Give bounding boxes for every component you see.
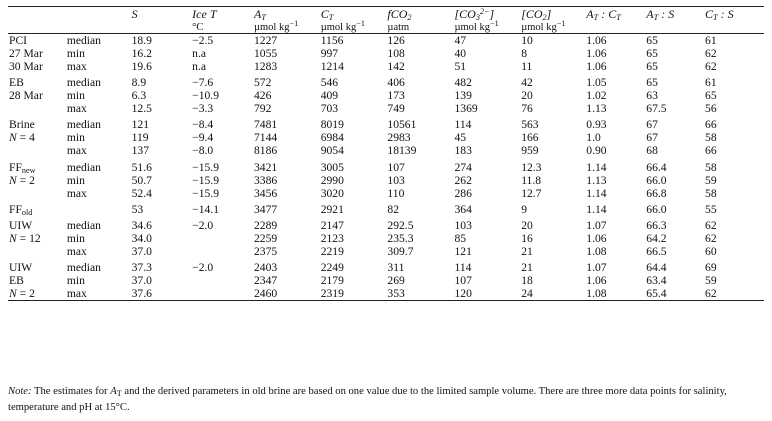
table-cell: 9054 (320, 144, 344, 158)
table-cell: 121 (131, 118, 150, 132)
row-statistic-label: max (66, 60, 87, 73)
table-cell: 126 (387, 34, 405, 47)
row-group-label (8, 144, 65, 157)
table-cell: 76 (521, 102, 533, 116)
table-note (8, 384, 764, 415)
header-cell-co2: $[CO_2]$ (521, 7, 586, 23)
table-cell: −2.0 (192, 261, 214, 275)
table-cell: 2289 (253, 218, 278, 232)
table-cell: 1.02 (586, 89, 607, 103)
data-table (8, 6, 764, 301)
table-body (8, 34, 764, 301)
table-row (8, 274, 764, 287)
table-cell: 1.14 (586, 160, 607, 174)
table-header (8, 7, 764, 34)
table-cell: −9.4 (192, 131, 214, 145)
table-cell: 58 (705, 160, 717, 174)
table-cell: 11 (521, 60, 533, 73)
table-cell: 2147 (320, 218, 344, 232)
table-cell: 62 (705, 47, 717, 60)
table-cell: 62 (705, 60, 717, 73)
row-group-label (8, 187, 65, 200)
unit-cell-salinity (132, 22, 193, 34)
table-cell: 364 (454, 202, 472, 216)
table-cell: 572 (253, 76, 272, 90)
header-cell-carbonate: $[CO_3^{2-}]$ (454, 7, 521, 23)
table-cell: 66.0 (646, 202, 667, 216)
table-cell: 2123 (320, 231, 344, 245)
unit-cell-co2: µmol $kg^{-1}$ (521, 22, 586, 34)
table-row (8, 287, 764, 301)
row-group-label (8, 245, 65, 258)
table-cell: 2460 (254, 287, 321, 301)
table-cell: 2983 (387, 131, 411, 145)
table-cell: 62 (705, 231, 717, 245)
header-cell-blank1 (8, 7, 65, 23)
table-cell: 51 (454, 60, 467, 73)
table-cell: 18139 (387, 144, 417, 158)
table-cell: 1.14 (586, 202, 607, 216)
table-cell: 85 (454, 231, 467, 245)
table-cell: 67 (646, 118, 658, 132)
table-cell: 311 (387, 261, 405, 275)
table-cell: 3005 (320, 160, 344, 174)
row-group-label: Brine (9, 118, 35, 132)
table-cell: 66.4 (646, 160, 667, 174)
table-cell: 2990 (320, 173, 344, 187)
table-cell: 1.08 (586, 244, 607, 258)
row-group-label: N = 2 (9, 173, 35, 187)
unit-cell-fco2: µatm (387, 22, 454, 34)
header-cell-salinity: S (132, 7, 193, 23)
table-cell: 1.14 (586, 186, 607, 200)
row-group-label: UIW (9, 261, 33, 275)
table-cell: 66.8 (646, 186, 667, 200)
header-cell-at-s: $A_T$ : S (646, 7, 705, 23)
table-cell: 121 (454, 244, 472, 258)
table-cell: 114 (454, 261, 472, 275)
table-cell: 21 (521, 261, 533, 275)
table-cell: 67 (646, 131, 658, 145)
table-cell: −15.9 (192, 186, 219, 200)
table-cell: −8.4 (192, 118, 214, 132)
table-cell (192, 245, 254, 258)
table-cell: 37.0 (131, 274, 152, 288)
table-cell: 61 (705, 34, 717, 47)
table-cell: 59 (705, 274, 717, 288)
row-statistic-label: min (66, 131, 85, 145)
table-cell: 7144 (253, 131, 278, 145)
table-cell: 1.07 (586, 261, 607, 275)
table-cell: 1369 (454, 102, 478, 116)
table-cell: 107 (454, 274, 472, 288)
row-group-label: 28 Mar (9, 89, 43, 103)
table-cell: 3020 (320, 186, 344, 200)
table-cell: 997 (320, 47, 339, 60)
table-cell: 286 (454, 186, 472, 200)
table-cell: 353 (387, 287, 454, 301)
table-cell: 69 (705, 261, 717, 275)
table-cell: 8.9 (131, 76, 147, 90)
table-cell: 51.6 (131, 160, 152, 174)
table-row (8, 258, 764, 274)
table-cell: 66 (705, 118, 717, 132)
table-cell (192, 287, 254, 301)
table-row (8, 174, 764, 187)
row-statistic-label: max (66, 102, 87, 116)
table-cell: 58 (705, 131, 717, 145)
table-cell: 63.4 (646, 274, 667, 288)
table-cell: 563 (521, 118, 539, 132)
table-cell: 792 (253, 102, 272, 116)
table-cell: 66.0 (646, 173, 667, 187)
table-cell: 61 (705, 76, 717, 90)
row-statistic-label: min (66, 231, 85, 245)
unit-cell-ice-temperature: °C (192, 22, 254, 34)
row-group-label: 27 Mar (9, 47, 43, 60)
row-statistic-label: min (66, 89, 85, 103)
table-row (8, 131, 764, 144)
table-cell: 24 (521, 287, 586, 301)
table-cell: 1156 (320, 34, 344, 47)
table-cell: 2403 (253, 261, 278, 275)
table-cell: 55 (705, 202, 717, 216)
table-cell: 8186 (253, 144, 278, 158)
table-cell: 12.5 (131, 102, 152, 116)
table-cell: 0.90 (586, 144, 607, 158)
table-cell: 1.06 (586, 274, 607, 288)
table-row (8, 115, 764, 131)
row-group-label: 30 Mar (9, 60, 43, 73)
table-cell: 119 (131, 131, 149, 145)
table-cell: 108 (387, 47, 405, 60)
header-unit-row (8, 22, 764, 34)
unit-cell-blank2 (65, 22, 132, 34)
table-cell: 37.0 (131, 244, 152, 258)
table-cell: 703 (320, 102, 339, 116)
row-statistic-label: median (66, 218, 101, 232)
table-cell: 8019 (320, 118, 344, 132)
table-cell: 20 (521, 89, 533, 103)
row-group-label: $FF_{old}$ (9, 202, 33, 217)
table-cell: 52.4 (131, 186, 152, 200)
table-cell: 1.07 (586, 218, 607, 232)
table-cell: 3477 (253, 202, 278, 216)
table-cell: 1055 (253, 47, 278, 60)
table-cell: n.a (192, 60, 207, 73)
row-group-label (8, 102, 65, 115)
row-statistic-label: median (66, 76, 101, 90)
row-statistic-label: median (66, 261, 101, 275)
row-statistic-label: min (66, 173, 85, 187)
table-cell: 63 (646, 89, 658, 103)
table-cell: 59 (705, 173, 717, 187)
row-statistic-label: median (66, 34, 101, 47)
table-cell: 2319 (321, 287, 388, 301)
table-cell: n.a (192, 47, 207, 60)
table-cell: 67.5 (646, 102, 667, 116)
table-cell: 8 (521, 47, 527, 60)
row-statistic-label: max (66, 186, 87, 200)
row-statistic-label: max (65, 287, 132, 301)
table-row (8, 216, 764, 232)
table-cell: 2921 (320, 202, 344, 216)
table-cell: 3386 (253, 173, 278, 187)
table-cell: 66.3 (646, 218, 667, 232)
table-row (8, 157, 764, 173)
table-cell: 1.13 (586, 173, 607, 187)
table-cell: −7.6 (192, 76, 214, 90)
table-cell: 2375 (253, 244, 278, 258)
table-cell: 409 (320, 89, 339, 103)
table-row (8, 73, 764, 89)
table-cell: 235.3 (387, 231, 414, 245)
table-cell: 66.5 (646, 244, 667, 258)
table-cell: 65 (646, 47, 658, 60)
table-cell: 65.4 (646, 287, 705, 301)
unit-cell-ct-s (705, 22, 764, 34)
table-cell: 53 (131, 202, 144, 216)
header-cell-blank2 (65, 7, 132, 23)
unit-cell-carbonate: µmol $kg^{-1}$ (454, 22, 521, 34)
header-symbol-row (8, 7, 764, 23)
table-cell: 269 (387, 274, 405, 288)
row-statistic-label: max (66, 244, 87, 258)
table-cell: 7481 (253, 118, 278, 132)
table-cell: 56 (705, 102, 717, 116)
table-cell: 2347 (253, 274, 278, 288)
table-cell: 6984 (320, 131, 344, 145)
table-cell: 66 (705, 144, 717, 158)
row-statistic-label (65, 200, 132, 216)
row-group-label: UIW (9, 218, 33, 232)
table-cell: 42 (521, 76, 533, 90)
table-cell: 3456 (253, 186, 278, 200)
row-group-label: N = 4 (9, 131, 35, 145)
unit-cell-at-ct (586, 22, 646, 34)
table-cell: 45 (454, 131, 467, 145)
table-cell: 406 (387, 76, 405, 90)
unit-cell-blank1 (8, 22, 65, 34)
header-cell-at-ct: $A_T$ : $C_T$ (586, 7, 646, 23)
table-cell: 1.0 (586, 131, 601, 145)
table-cell: 37.3 (131, 261, 152, 275)
table-cell: 262 (454, 173, 472, 187)
table-cell: 34.0 (131, 231, 152, 245)
table-cell: 1.08 (586, 287, 646, 301)
table-cell: 1214 (320, 60, 344, 73)
row-group-label: PCI (9, 34, 28, 47)
table-cell: 60 (705, 244, 717, 258)
table-row (8, 187, 764, 200)
row-group-label: EB (9, 274, 24, 288)
table-cell: −15.9 (192, 160, 219, 174)
unit-cell-ct: µmol $kg^{-1}$ (321, 22, 388, 34)
table-cell: 137 (131, 144, 150, 158)
table-cell: 58 (705, 186, 717, 200)
row-statistic-label: min (66, 274, 85, 288)
table-cell: 749 (387, 102, 405, 116)
table-row (8, 89, 764, 102)
table-cell: 65 (646, 76, 658, 90)
header-cell-ice-temperature: Ice T (192, 7, 254, 23)
table-cell: 9 (521, 202, 527, 216)
table-cell: 959 (521, 144, 539, 158)
note-text: The estimates for $A_T$ and the derived parameters in old brine are based on one value due to the limited sample volume. There are three more data points for salinity, temperature and pH at 15°C. (8, 386, 727, 413)
table-cell: 139 (454, 89, 472, 103)
table-cell: 1.13 (586, 102, 607, 116)
table-cell: 50.7 (131, 173, 152, 187)
table-cell: 114 (454, 118, 472, 132)
table-cell: 82 (387, 202, 399, 216)
table-cell: 426 (253, 89, 272, 103)
table-cell: 68 (646, 144, 658, 158)
table-cell: 12.3 (521, 160, 542, 174)
table-cell: 103 (454, 218, 472, 232)
table-cell: 10561 (387, 118, 417, 132)
unit-cell-at-s (646, 22, 705, 34)
header-cell-ct-s: $C_T$ : S (705, 7, 764, 23)
table-cell: 65 (646, 34, 658, 47)
table-cell: 0.93 (586, 118, 607, 132)
table-cell: 18 (521, 274, 533, 288)
table-cell: −2.5 (192, 34, 214, 47)
table-row (8, 144, 764, 157)
table-cell: 1227 (253, 34, 278, 47)
table-cell: 40 (454, 47, 467, 60)
table-cell: 16 (521, 231, 533, 245)
table-cell: 2179 (320, 274, 344, 288)
table-row (8, 232, 764, 245)
table-cell: 16.2 (131, 47, 152, 60)
table-cell: 292.5 (387, 218, 414, 232)
table-cell: 107 (387, 160, 405, 174)
table-cell: 110 (387, 186, 405, 200)
table-cell: 47 (454, 34, 467, 47)
table-cell (192, 232, 254, 245)
table-cell: 173 (387, 89, 405, 103)
table-cell: 546 (320, 76, 339, 90)
table-cell: −10.9 (192, 89, 219, 103)
table-cell: 183 (454, 144, 472, 158)
table-cell: −8.0 (192, 144, 214, 158)
table-cell: 20 (521, 218, 533, 232)
table-cell: 3421 (253, 160, 278, 174)
header-cell-at: $A_T$ (254, 7, 321, 23)
table-cell: 6.3 (131, 89, 147, 103)
table-row (8, 47, 764, 60)
table-cell: 1.06 (586, 47, 607, 60)
header-cell-ct: $C_T$ (321, 7, 388, 23)
header-cell-fco2: fCO$_2$ (387, 7, 454, 23)
row-group-label: $FF_{new}$ (9, 160, 36, 175)
table-cell: 18.9 (131, 34, 152, 47)
note-label: Note: (8, 386, 32, 398)
table-cell: 1.06 (586, 60, 607, 73)
table-cell: 103 (387, 173, 405, 187)
row-group-label: N = 2 (8, 287, 65, 301)
table-cell: 65 (705, 89, 717, 103)
table-cell: 120 (454, 287, 521, 301)
table-cell: 1.06 (586, 34, 607, 47)
table-cell: 62 (705, 218, 717, 232)
table-cell: 142 (387, 60, 405, 73)
table-row (8, 102, 764, 115)
table-cell: 2259 (253, 231, 278, 245)
table-cell: 274 (454, 160, 472, 174)
unit-cell-at: µmol $kg^{-1}$ (254, 22, 321, 34)
table-cell: 64.4 (646, 261, 667, 275)
table-cell: −14.1 (192, 202, 219, 216)
table-row (8, 60, 764, 73)
table-cell: 12.7 (521, 186, 542, 200)
table-row (8, 245, 764, 258)
table-cell: 65 (646, 60, 658, 73)
row-group-label: N = 12 (9, 231, 41, 245)
table-cell: 19.6 (131, 60, 152, 73)
table-row (8, 200, 764, 216)
table-cell: 1283 (253, 60, 278, 73)
row-statistic-label: median (66, 118, 101, 132)
table-cell: 2249 (320, 261, 344, 275)
table-cell: 62 (705, 287, 764, 301)
table-cell (192, 274, 254, 287)
table-cell: −3.3 (192, 102, 214, 116)
table-cell: 166 (521, 131, 539, 145)
row-statistic-label: max (66, 144, 87, 158)
table-cell: 64.2 (646, 231, 667, 245)
table-row (8, 34, 764, 48)
row-group-label: EB (9, 76, 24, 90)
table-cell: 21 (521, 244, 533, 258)
table-cell: 2219 (320, 244, 344, 258)
row-statistic-label: median (66, 160, 101, 174)
table-cell: −15.9 (192, 173, 219, 187)
table-cell: 482 (454, 76, 472, 90)
table-cell: 309.7 (387, 244, 414, 258)
table-cell: 1.05 (586, 76, 607, 90)
row-statistic-label: min (66, 47, 85, 60)
table-cell: −2.0 (192, 218, 214, 232)
table-cell: 11.8 (521, 173, 542, 187)
table-cell: 10 (521, 34, 533, 47)
table-cell: 37.6 (132, 287, 193, 301)
table-cell: 1.06 (586, 231, 607, 245)
table-cell: 34.6 (131, 218, 152, 232)
